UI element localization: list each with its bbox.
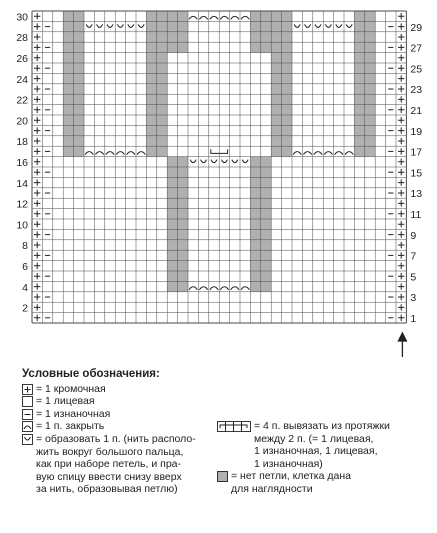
- legend-item: [22, 420, 222, 433]
- row-number-right: 15: [410, 167, 423, 180]
- row-number-right: 17: [410, 146, 423, 159]
- edge-stitch-mark: [398, 86, 404, 92]
- row-number-left: 20: [16, 115, 28, 128]
- bind-off-arch: [220, 287, 228, 290]
- row-number-left: 28: [16, 32, 28, 45]
- edge-stitch-mark: [398, 252, 404, 258]
- row-number-left: 26: [16, 53, 28, 65]
- edge-stitch-mark: [398, 107, 404, 113]
- bind-off-arch: [231, 16, 239, 19]
- bind-off-arch: [210, 16, 218, 19]
- bind-off-arch: [95, 152, 103, 155]
- edge-stitch-mark: [34, 200, 40, 206]
- edge-stitch-mark: [398, 75, 404, 81]
- no-stitch-icon: [217, 471, 228, 482]
- row-number-left: 2: [22, 302, 28, 315]
- edge-stitch-mark: [398, 65, 404, 71]
- cast-on-loop: [97, 24, 103, 27]
- bind-off-arch: [85, 152, 93, 155]
- edge-stitch-mark: [34, 96, 40, 102]
- edge-stitch-mark: [398, 179, 404, 185]
- bind-off-arch: [189, 16, 197, 19]
- cast-on-loop: [305, 24, 311, 27]
- edge-stitch-mark: [398, 315, 404, 321]
- edge-stitch-mark: [34, 273, 40, 279]
- edge-stitch-mark: [34, 242, 40, 248]
- edge-stitch-mark: [398, 55, 404, 61]
- cast-on-loop: [315, 24, 321, 27]
- edge-stitch-mark: [34, 304, 40, 310]
- cast-on-loop: [346, 24, 352, 27]
- edge-stitch-mark: [398, 138, 404, 144]
- row-number-right: 19: [410, 125, 423, 138]
- legend-item-text: = 1 лицевая: [36, 395, 95, 408]
- legend-item: [22, 408, 222, 421]
- row-number-left: 14: [16, 177, 28, 190]
- edge-stitch-mark: [398, 242, 404, 248]
- strand-increase-icon: [217, 421, 251, 432]
- legend-item: [22, 383, 222, 396]
- edge-stitch-mark: [34, 86, 40, 92]
- row-number-left: 18: [16, 136, 28, 149]
- row-number-left: 8: [22, 240, 28, 253]
- cast-on-loop: [232, 160, 238, 163]
- edge-stitch-mark: [34, 117, 40, 123]
- edge-stitch-mark: [398, 294, 404, 300]
- bind-off-arch: [231, 287, 239, 290]
- cast-on-loop: [86, 24, 92, 27]
- edge-stitch-mark: [398, 34, 404, 40]
- edge-stitch-mark: [398, 190, 404, 196]
- legend-item-text: = нет петли, клетка дана для наглядности: [231, 470, 351, 495]
- edge-stitch-mark: [34, 148, 40, 154]
- row-number-left: 4: [22, 281, 28, 294]
- bind-off-arch: [116, 152, 124, 155]
- legend-item-text: = 4 п. вывязать из протяжки между 2 п. (= 1 лицевая, 1 изнаночная, 1 лицевая, 1 изнаночная): [254, 420, 390, 470]
- edge-stitch-mark: [34, 315, 40, 321]
- cast-on-loop: [128, 24, 134, 27]
- row-number-left: 24: [16, 73, 28, 86]
- row-number-right: 21: [410, 105, 423, 117]
- bind-off-arch: [335, 152, 343, 155]
- row-number-right: 11: [410, 209, 422, 221]
- row-number-right: 25: [410, 63, 423, 76]
- bind-off-arch: [127, 152, 135, 155]
- edge-stitch-mark: [398, 23, 404, 29]
- legend-item: [22, 433, 222, 496]
- edge-stitch-mark: [398, 200, 404, 206]
- legend-item-text: = 1 изнаночная: [36, 407, 111, 420]
- row-number-left: 10: [16, 219, 28, 232]
- edge-stitch-mark: [34, 13, 40, 19]
- legend: [22, 368, 222, 496]
- edge-stitch-mark: [398, 263, 404, 269]
- edge-stitch-mark: [34, 179, 40, 185]
- bind-off-arch: [220, 16, 228, 19]
- edge-stitch-icon: [22, 384, 33, 395]
- edge-stitch-mark: [34, 169, 40, 175]
- cast-on-loop: [201, 160, 207, 163]
- knit-stitch-icon: [22, 396, 33, 407]
- edge-stitch-mark: [34, 231, 40, 237]
- bind-off-arch: [241, 16, 249, 19]
- cast-on-loop: [211, 160, 217, 163]
- row-number-right: 1: [410, 313, 417, 325]
- edge-stitch-mark: [398, 304, 404, 310]
- row-number-right: 3: [410, 292, 417, 305]
- legend-item-text: = 1 кромочная: [36, 382, 106, 395]
- row-number-right: 5: [410, 271, 417, 284]
- legend-right: [217, 420, 432, 496]
- edge-stitch-mark: [398, 273, 404, 279]
- edge-stitch-mark: [34, 44, 40, 50]
- edge-stitch-mark: [34, 107, 40, 113]
- bind-off-arch: [314, 152, 322, 155]
- edge-stitch-mark: [34, 159, 40, 165]
- row-number-right: 7: [410, 250, 417, 263]
- legend-item-text: = образовать 1 п. (нить располо- жить вокруг большого пальца, как при наборе петель, и пра- вую спицу ввести снизу вверх за нить, образовывая петлю): [36, 432, 196, 496]
- edge-stitch-mark: [34, 23, 40, 29]
- legend-item: [22, 395, 222, 408]
- bind-off-arch: [303, 152, 311, 155]
- bind-off-arch: [210, 287, 218, 290]
- row-number-left: 30: [16, 11, 28, 24]
- edge-stitch-mark: [34, 65, 40, 71]
- edge-stitch-mark: [398, 221, 404, 227]
- bind-off-arch: [106, 152, 114, 155]
- edge-stitch-mark: [398, 127, 404, 133]
- row-number-right: 27: [410, 42, 423, 55]
- cast-on-loop: [242, 160, 248, 163]
- legend-item: [217, 420, 432, 470]
- edge-stitch-mark: [398, 231, 404, 237]
- edge-stitch-mark: [398, 96, 404, 102]
- edge-stitch-mark: [34, 190, 40, 196]
- edge-stitch-mark: [398, 44, 404, 50]
- bind-off-arch: [241, 287, 249, 290]
- edge-stitch-mark: [34, 221, 40, 227]
- bind-off-arch: [293, 152, 301, 155]
- purl-stitch-icon: [22, 409, 33, 420]
- edge-stitch-mark: [34, 127, 40, 133]
- row-number-left: 6: [22, 261, 28, 273]
- row-number-right: 13: [410, 188, 423, 201]
- row-number-left: 16: [16, 157, 28, 169]
- bind-off-arch: [199, 16, 207, 19]
- edge-stitch-mark: [34, 55, 40, 61]
- start-arrow-icon: [398, 333, 406, 357]
- row-number-left: 12: [16, 198, 28, 211]
- row-number-right: 9: [410, 229, 417, 242]
- edge-stitch-mark: [398, 117, 404, 123]
- edge-stitch-mark: [34, 75, 40, 81]
- row-number-right: 29: [410, 21, 423, 34]
- cast-on-loop: [294, 24, 300, 27]
- row-number-right: 23: [410, 84, 423, 97]
- edge-stitch-mark: [398, 211, 404, 217]
- edge-stitch-mark: [398, 159, 404, 165]
- edge-stitch-mark: [398, 283, 404, 289]
- legend-item-text: = 1 п. закрыть: [36, 420, 105, 433]
- edge-stitch-mark: [34, 263, 40, 269]
- cast-on-loop: [325, 24, 331, 27]
- cast-on-loop: [221, 160, 227, 163]
- edge-stitch-mark: [398, 169, 404, 175]
- bind-off-arch: [324, 152, 332, 155]
- legend-item: [217, 470, 432, 495]
- bind-off-arch: [345, 152, 353, 155]
- bind-off-arch: [137, 152, 145, 155]
- edge-stitch-mark: [398, 148, 404, 154]
- cast-on-loop: [138, 24, 144, 27]
- bind-off-arch: [199, 287, 207, 290]
- cast-on-loop: [107, 24, 113, 27]
- legend-title: Условные обозначения:: [22, 368, 160, 380]
- edge-stitch-mark: [34, 283, 40, 289]
- edge-stitch-mark: [34, 252, 40, 258]
- cast-on-loop: [336, 24, 342, 27]
- cast-on-loop: [117, 24, 123, 27]
- edge-stitch-mark: [34, 211, 40, 217]
- edge-stitch-mark: [34, 34, 40, 40]
- bind-off-arch: [189, 287, 197, 290]
- row-number-left: 22: [16, 94, 28, 107]
- edge-stitch-mark: [398, 13, 404, 19]
- cast-on-loop: [190, 160, 196, 163]
- edge-stitch-mark: [34, 294, 40, 300]
- bind-off-icon: [22, 421, 33, 432]
- cast-on-loop-icon: [22, 434, 33, 445]
- edge-stitch-mark: [34, 138, 40, 144]
